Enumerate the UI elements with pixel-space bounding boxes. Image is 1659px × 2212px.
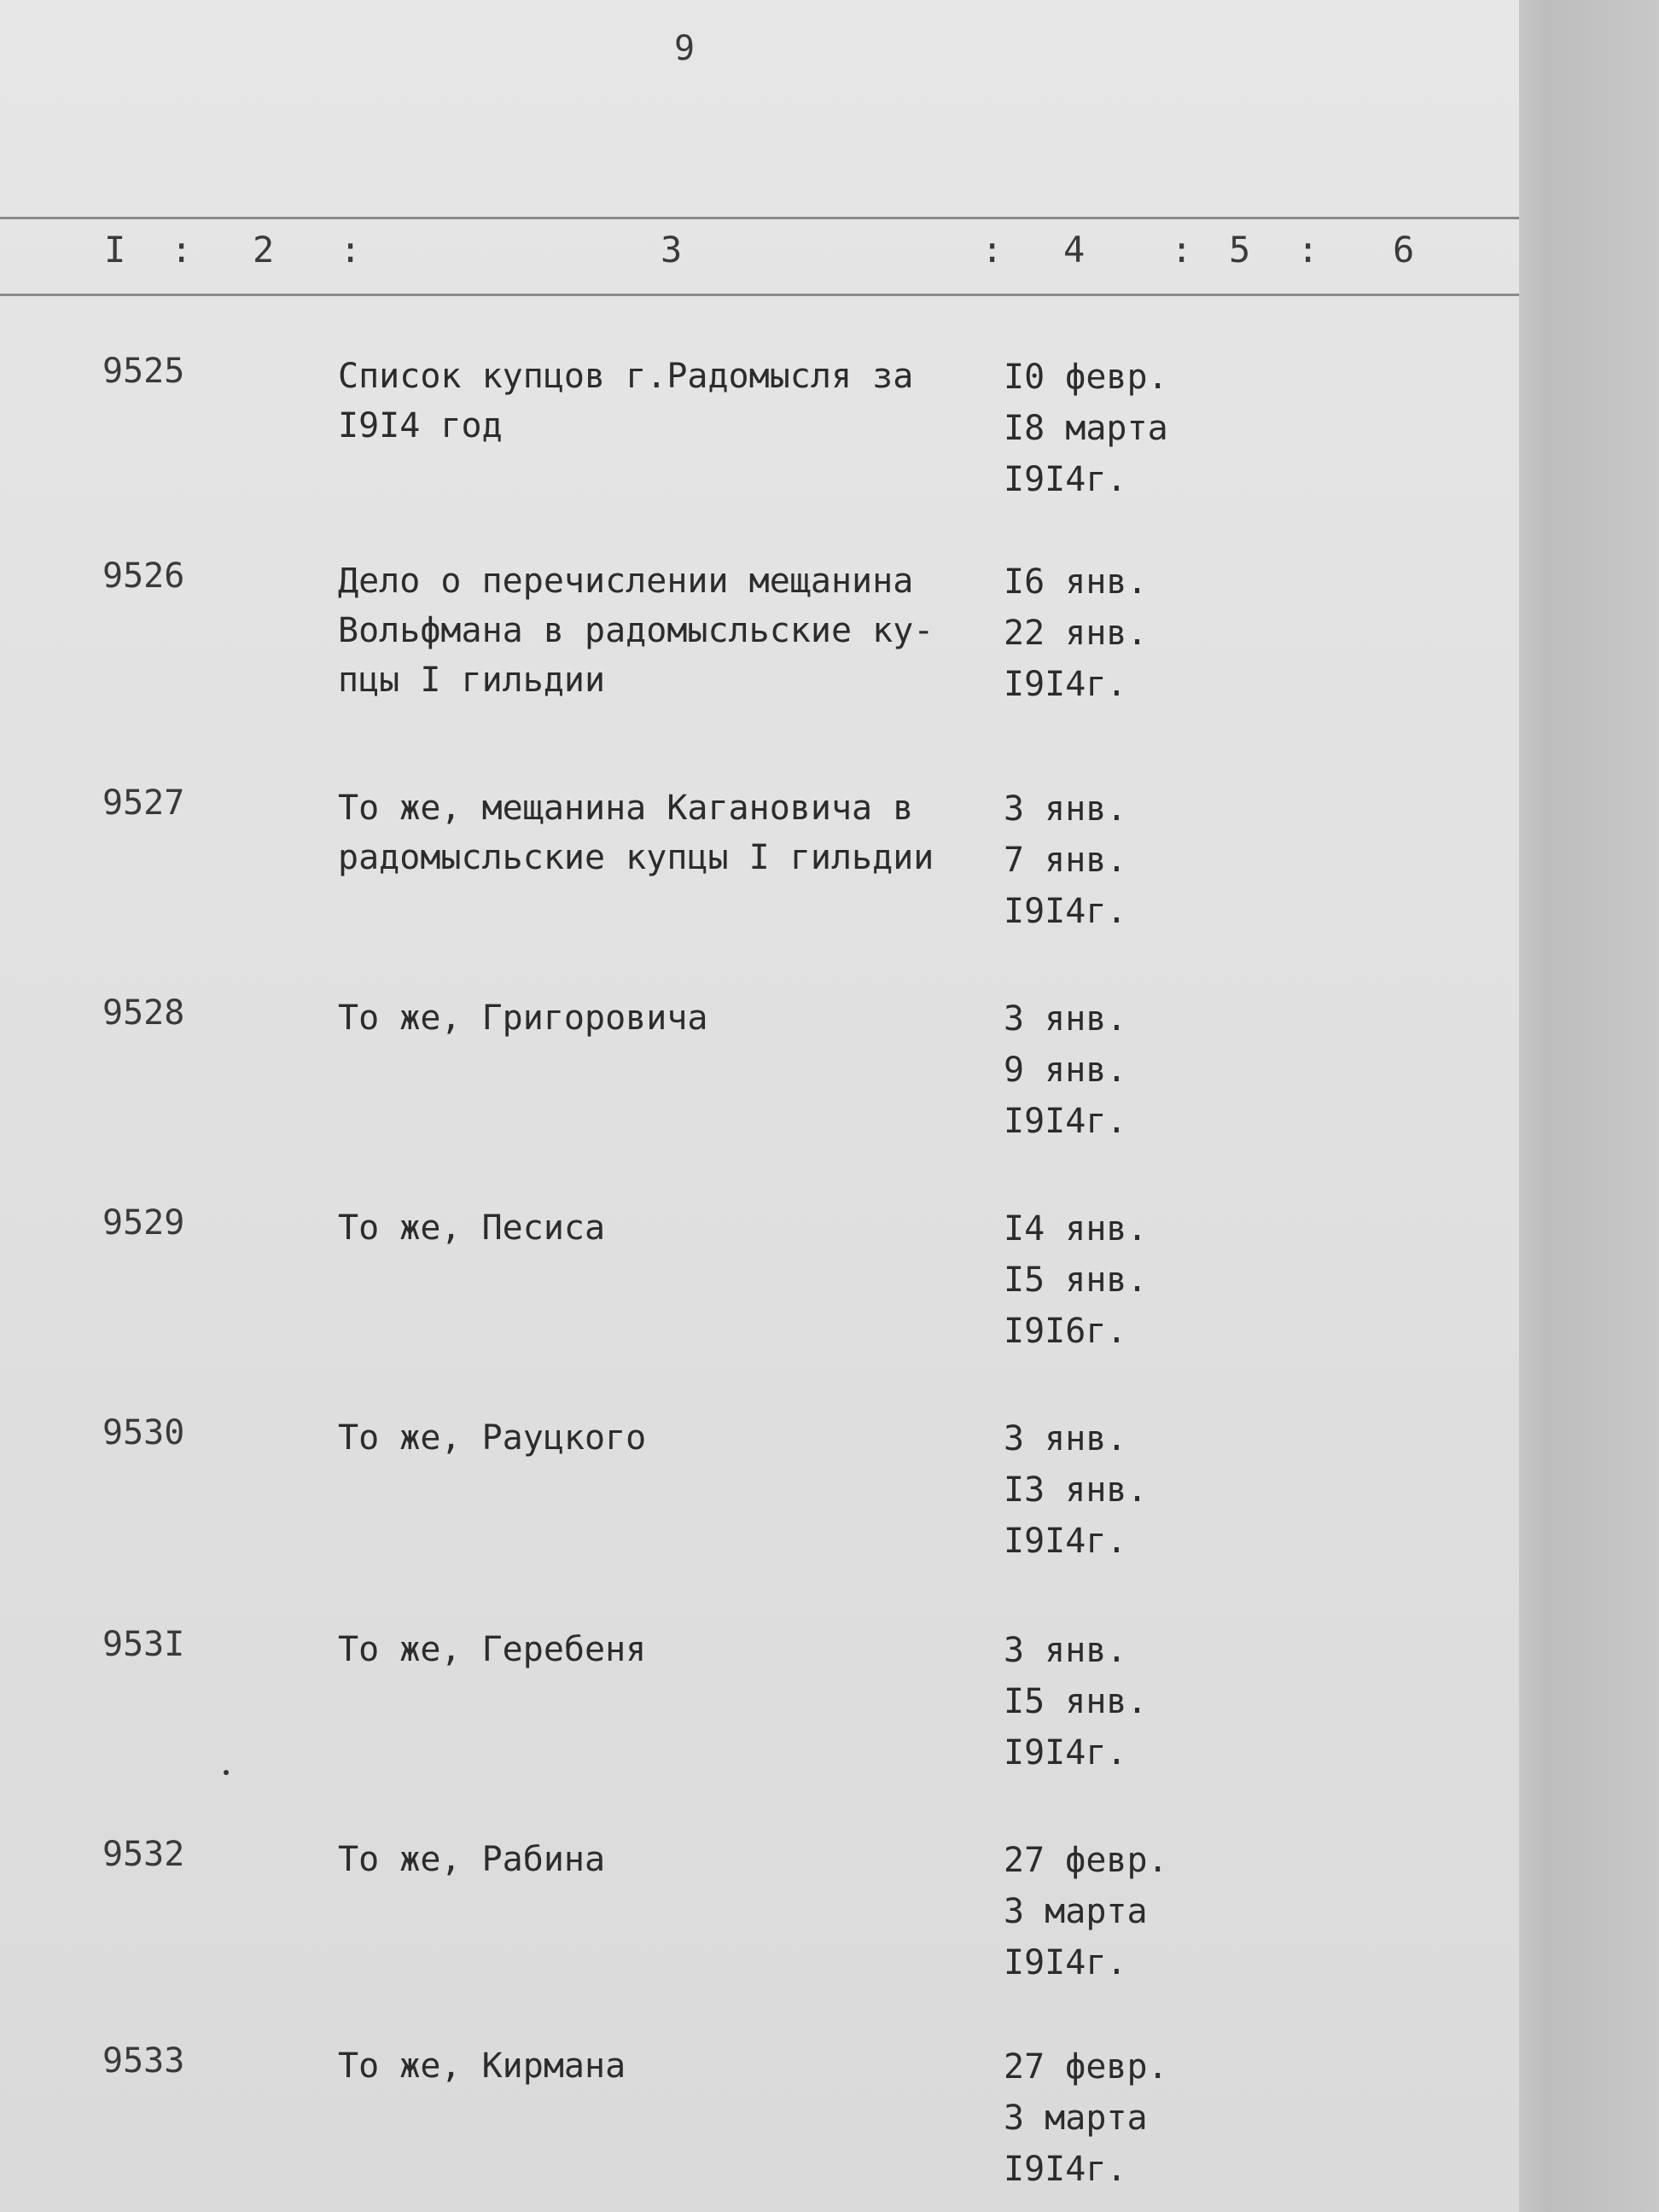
entry-dates: [1004, 993, 1127, 1147]
entry-title-line: То же, мещанина Кагановича в: [338, 789, 914, 828]
column-header-5: 5: [1229, 229, 1253, 271]
column-header-4: 4: [1063, 229, 1087, 271]
entry-date-line: 3 янв.: [1004, 1419, 1127, 1458]
entry-title: [338, 783, 978, 882]
entry-date-line: I8 марта: [1004, 409, 1168, 448]
entry-title-line: То же, Рабина: [338, 1840, 606, 1879]
entry-date-line: I9I4г.: [1004, 2150, 1127, 2189]
entry-title-line: То же, Кирмана: [338, 2046, 626, 2086]
entry-date-line: 3 янв.: [1004, 789, 1127, 829]
header-bottom-rule: [0, 294, 1519, 296]
entry-dates: [1004, 1835, 1168, 1988]
entry-date-line: I5 янв.: [1004, 1260, 1148, 1300]
entry-title: [338, 2041, 978, 2091]
column-header-3: 3: [661, 229, 684, 271]
entry-number: 9533: [102, 2041, 185, 2081]
entry-date-line: I0 февр.: [1004, 358, 1168, 397]
entry-dates: [1004, 1413, 1148, 1567]
column-separator: :: [171, 229, 195, 271]
column-separator: :: [1171, 229, 1195, 271]
entry-date-line: 7 янв.: [1004, 841, 1127, 880]
entry-title-line: Вольфмана в радомысльские ку-: [338, 611, 934, 650]
column-separator: :: [340, 229, 364, 271]
entry-number: 9525: [102, 352, 185, 391]
entry-dates: [1004, 2041, 1168, 2195]
entry-date-line: I9I4г.: [1004, 1102, 1127, 1141]
entry-dates: [1004, 783, 1127, 937]
entry-title-line: пцы I гильдии: [338, 661, 606, 700]
entry-date-line: I9I4г.: [1004, 1943, 1127, 1982]
entry-date-line: 9 янв.: [1004, 1051, 1127, 1090]
entry-number: 9532: [102, 1835, 185, 1874]
column-separator: :: [1297, 229, 1321, 271]
entry-dates: [1004, 352, 1168, 505]
entry-dates: [1004, 1625, 1148, 1778]
column-header-1: I: [104, 229, 128, 271]
entry-date-line: I9I4г.: [1004, 892, 1127, 931]
entry-title-line: То же, Геребеня: [338, 1630, 647, 1669]
entry-date-line: 27 февр.: [1004, 2047, 1168, 2087]
entry-title: [338, 1413, 978, 1463]
entry-date-line: 22 янв.: [1004, 614, 1148, 653]
entry-title-line: I9I4 год: [338, 406, 503, 445]
entry-date-line: I9I4г.: [1004, 665, 1127, 704]
entry-date-line: 3 янв.: [1004, 999, 1127, 1039]
entry-number: 953I: [102, 1625, 185, 1664]
entry-date-line: I9I4г.: [1004, 1733, 1127, 1773]
entry-date-line: I9I4г.: [1004, 460, 1127, 499]
entry-title: [338, 1835, 978, 1884]
entry-title-line: То же, Песиса: [338, 1208, 606, 1248]
entry-title-line: Список купцов г.Радомысля за: [338, 357, 914, 396]
page-number: 9: [674, 29, 696, 68]
page-edge-shadow: [1519, 0, 1659, 2212]
entry-title-line: радомысльские купцы I гильдии: [338, 838, 934, 877]
header-top-rule: [0, 217, 1519, 219]
entry-dates: [1004, 1203, 1148, 1357]
entry-number: 9526: [102, 556, 185, 596]
column-header-2: 2: [253, 229, 276, 271]
entry-date-line: I4 янв.: [1004, 1209, 1148, 1249]
entry-title: [338, 1625, 978, 1674]
entry-number: 9527: [102, 783, 185, 823]
column-separator: :: [981, 229, 1005, 271]
entry-date-line: I9I4г.: [1004, 1522, 1127, 1561]
entry-number: 9528: [102, 993, 185, 1033]
entry-dates: [1004, 556, 1148, 710]
entry-title: [338, 993, 978, 1043]
entry-date-line: 27 февр.: [1004, 1841, 1168, 1880]
ink-speck: [224, 1770, 229, 1775]
entry-date-line: I3 янв.: [1004, 1470, 1148, 1510]
entry-date-line: I6 янв.: [1004, 562, 1148, 602]
entry-title-line: То же, Григоровича: [338, 998, 708, 1038]
entry-title: [338, 556, 978, 705]
entry-date-line: I5 янв.: [1004, 1682, 1148, 1721]
entry-title-line: Дело о перечислении мещанина: [338, 562, 914, 601]
entry-title-line: То же, Рауцкого: [338, 1418, 647, 1458]
entry-date-line: I9I6г.: [1004, 1312, 1127, 1351]
entry-title: [338, 352, 978, 451]
entry-number: 9530: [102, 1413, 185, 1452]
entry-date-line: 3 янв.: [1004, 1631, 1127, 1670]
column-header-6: 6: [1393, 229, 1417, 271]
entry-date-line: 3 марта: [1004, 1892, 1148, 1931]
entry-date-line: 3 марта: [1004, 2098, 1148, 2138]
entry-title: [338, 1203, 978, 1253]
entry-number: 9529: [102, 1203, 185, 1243]
